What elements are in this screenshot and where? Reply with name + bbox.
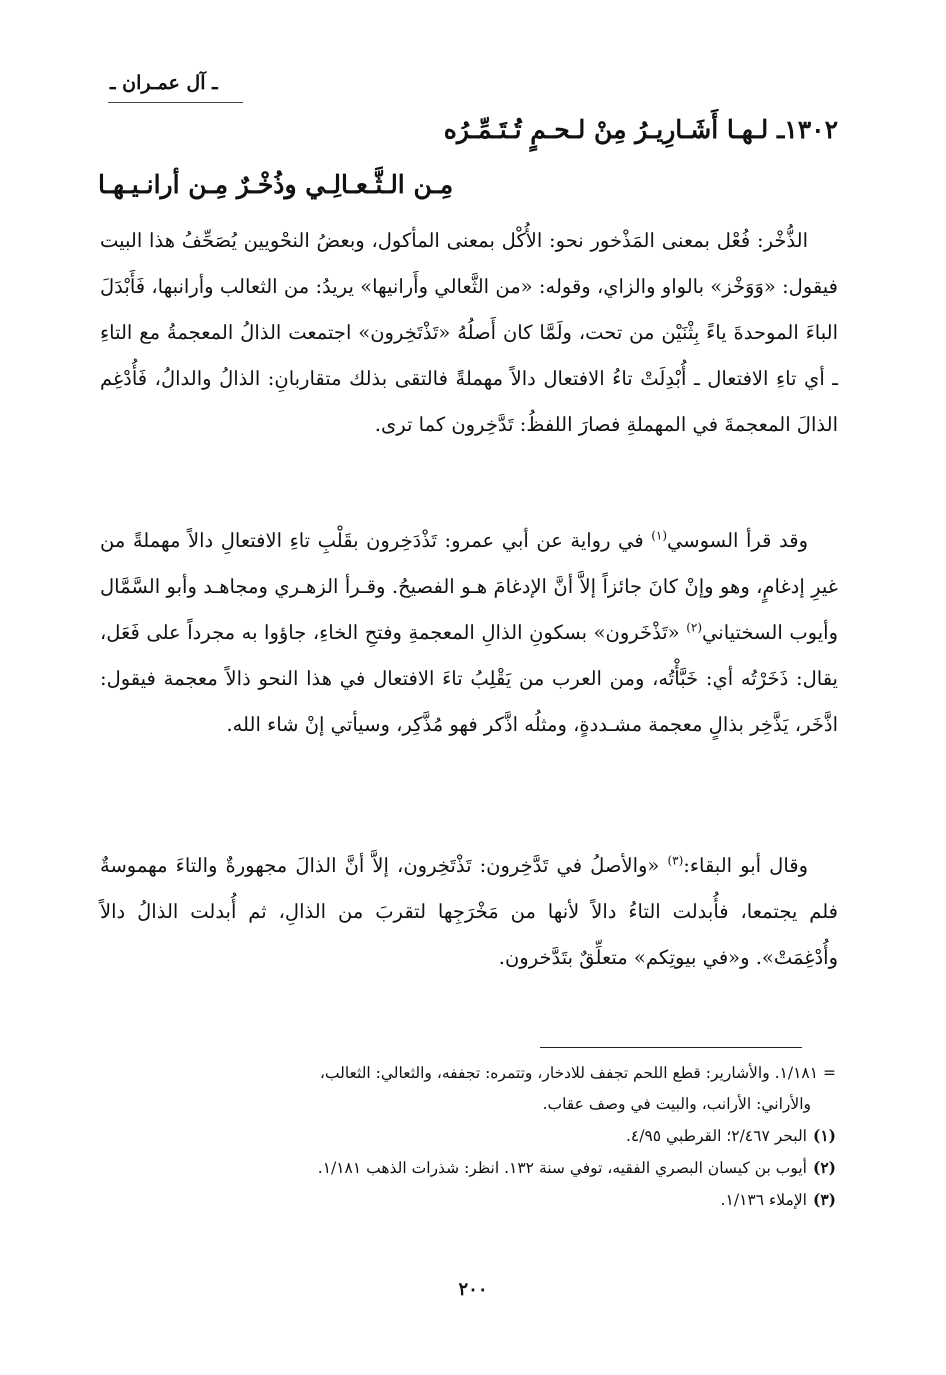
footnote-continuation-1: = ١/١٨١. والأشارير: قطع اللحم تجفف للادخار، وتتمره: تجففه، والثعالي: الثعالب، [319,1064,836,1082]
paragraph-2-part-b: في رواية عن أبي عمرو: تَذْدَخِرون بقَلْبِ تاءِ الافتعالِ دالاً مهملةً من غيرِ إدغامٍ، وهو وإنْ كانَ جائزاً إلاَّ أنَّ الإدغامَ هـو الفصيحُ. وقـرأ الزهـري ومجاهـد وأبو السَّمَّال وأيوب السختياني [100,529,839,644]
running-head: ـ آل عمـران ـ [110,72,218,94]
page-number: ٢٠٠ [458,1279,488,1300]
footnote-ref-3: (٣) [667,853,684,868]
footnote-2 [105,1152,836,1184]
paragraph-1 [100,218,838,448]
running-head-rule [108,102,243,103]
footnote-separator [540,1047,802,1048]
footnote-continuation-2: والأراني: الأرانب، والبيت في وصف عقاب. [542,1095,811,1113]
footnote-3-number: (٣) [812,1190,836,1209]
footnote-1 [105,1120,836,1152]
footnote-3 [105,1184,836,1216]
verse-line-2: مِـن الـثَّـعـالِـي وذُخْـرٌ مِـن أرانـيـهـا [98,170,454,199]
footnote-2-number: (٢) [812,1158,836,1177]
footnote-3-text: الإملاء ١/١٣٦. [720,1191,807,1209]
footnotes [105,1058,836,1216]
paragraph-1-text: الذُّخْر: فُعْل بمعنى المَذْخور نحو: الأُكْل بمعنى المأكول، وبعضُ النحْويين يُصَحِّفُ هذا البيت فيقول: «وَوَخْز» بالواو والزاي، وقوله: «من الثَّعالي وأَرانيها» يريدُ: من الثعالب وأرانبها، فَأَبْدَلَ الباءَ الموحدةَ ياءً بِثْنَيْن من تحت، ولَمَّا كان أَصلُهُ «تَذْتَخِرون» اجتمعت الذالُ المعجمةُ مع التاءِ ـ أي تاءِ الافتعال ـ أُبْدِلَتْ تاءُ الافتعال دالاً مهملةً فالتقى بذلك متقاربانِ: الذالُ والدالُ، فَأُدْغِم الذالَ المعجمةَ في المهملةِ فصارَ اللفظُ: تَدَّخِرون كما ترى. [100,229,838,436]
paragraph-3-part-b: «والأصلُ في تَدَّخِرون: تَذْتَخِرون، إلاَّ أنَّ الذالَ مجهورةٌ والتاءَ مهموسةٌ فلم يجتمعا، فأُبدلت التاءُ دالاً لأنها من مَخْرَجِها لتقربَ من الذالِ، ثم أُبدلت الذالُ دالاً وأُدْغِمَتْ». و«في بيوتِكم» متعلِّقٌ بتَدَّخرون. [100,854,838,969]
paragraph-3 [100,843,838,981]
verse-line-1: ١٣٠٢ـ لـهـا أَشَـارِيـرُ مِنْ لـحـمٍ تُـتَـمِّـرُه [443,115,838,144]
paragraph-3-part-a: وقال أبو البقاء: [683,854,808,877]
footnote-ref-1: (١) [651,528,668,543]
footnote-1-text: البحر ٢/٤٦٧؛ القرطبي ٤/٩٥. [625,1127,807,1145]
paragraph-2-part-c: «تَذْخَرون» بسكونِ الذالِ المعجمةِ وفتحِ الخاءِ، جاؤوا به مجرداً على فَعَل، يقال: ذَخَرْتُه أي: خَبَّأْتُه، ومن العرب من يَقْلِبُ تاءَ الافتعال في هذا النحو ذالاً معجمة فيقول: اذَّخَر، يَذَّخِر بذالٍ معجمة مشـددةٍ، ومثلُه اذَّكر فهو مُذَّكِر، وسيأتي إنْ شاء الله. [100,621,838,736]
footnote-2-text: أيوب بن كيسان البصري الفقيه، توفي سنة ١٣٢. انظر: شذرات الذهب ١/١٨١. [317,1159,807,1177]
footnote-1-number: (١) [812,1126,836,1145]
paragraph-2-part-a: وقد قرأ السوسي [667,529,808,552]
footnote-ref-2: (٢) [686,620,703,635]
paragraph-2 [100,518,838,748]
